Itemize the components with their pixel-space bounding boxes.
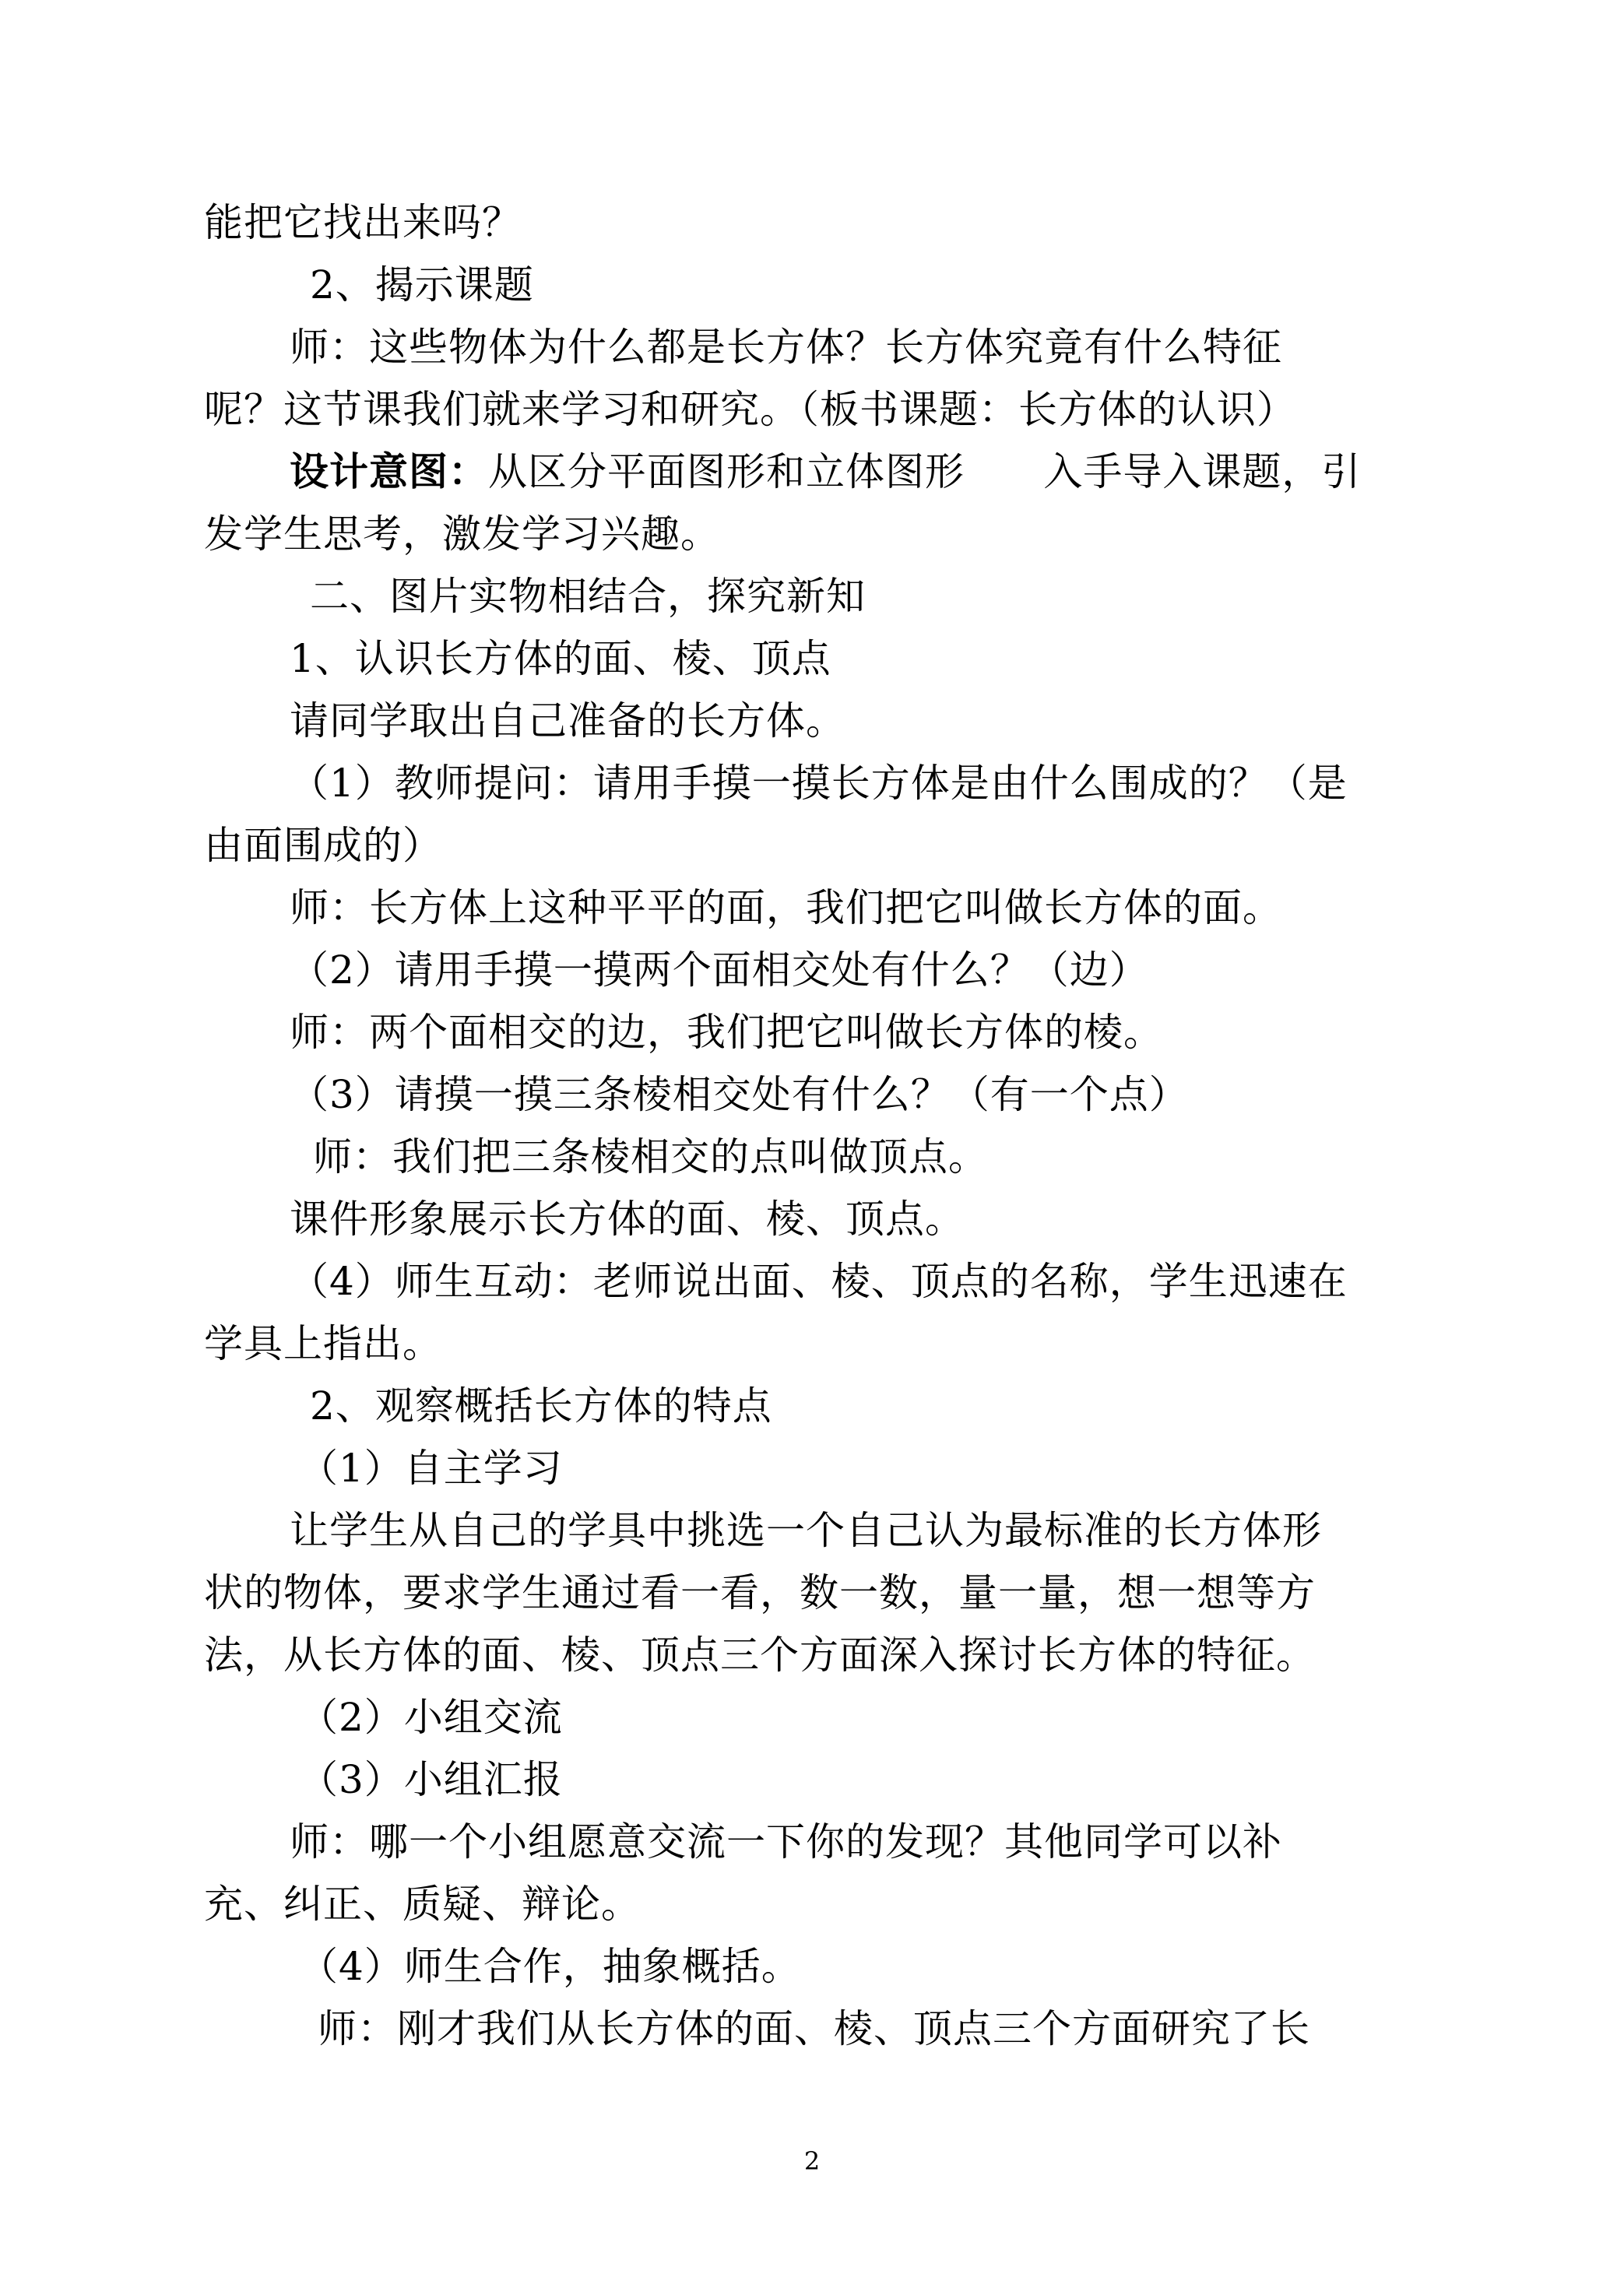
text-line: （4）师生互动：老师说出面、棱、顶点的名称，学生迅速在	[290, 1259, 1348, 1304]
text-line: 学具上指出。	[204, 1321, 442, 1366]
text-line: 课件形象展示长方体的面、棱、顶点。	[290, 1197, 965, 1242]
subsection-heading: 1、认识长方体的面、棱、顶点	[290, 636, 831, 681]
text-line: 请同学取出自己准备的长方体。	[290, 698, 845, 743]
text-line: 师：这些物体为什么都是长方体？长方体究竟有什么特征	[290, 325, 1282, 370]
text-line: （3）小组汇报	[299, 1757, 563, 1802]
design-intent-text: 从区分平面图形和立体图形 入手导入课题，引	[488, 449, 1362, 494]
text-line: 师：两个面相交的边，我们把它叫做长方体的棱。	[290, 1010, 1163, 1055]
text-line: 充、纠正、质疑、辩论。	[204, 1882, 641, 1927]
subsection-heading: 2、观察概括长方体的特点	[310, 1383, 772, 1429]
text-line: 法，从长方体的面、棱、顶点三个方面深入探讨长方体的特征。	[204, 1633, 1316, 1678]
design-intent-paragraph	[290, 444, 1361, 500]
text-line: 发学生思考，激发学习兴趣。	[204, 511, 720, 557]
text-line: 能把它找出来吗？	[204, 200, 522, 245]
text-line: 师：刚才我们从长方体的面、棱、顶点三个方面研究了长	[318, 2006, 1310, 2051]
text-line: （1）教师提问：请用手摸一摸长方体是由什么围成的？（是	[290, 761, 1348, 806]
text-line: （4）师生合作，抽象概括。	[299, 1944, 801, 1989]
text-line: 让学生从自己的学具中挑选一个自己认为最标准的长方体形	[290, 1508, 1322, 1553]
section-heading: 二、图片实物相结合，探究新知	[310, 574, 866, 619]
text-line: 师：我们把三条棱相交的点叫做顶点。	[313, 1134, 988, 1179]
text-line: （1）自主学习	[299, 1446, 563, 1491]
text-line: （2）请用手摸一摸两个面相交处有什么？（边）	[290, 947, 1149, 993]
text-line: 呢？这节课我们就来学习和研究。（板书课题：长方体的认识）	[204, 387, 1296, 432]
text-line: 状的物体，要求学生通过看一看，数一数，量一量，想一想等方	[204, 1570, 1316, 1615]
text-line: 师：哪一个小组愿意交流一下你的发现？其他同学可以补	[290, 1819, 1282, 1864]
design-intent-label: 设计意图：	[290, 448, 488, 494]
text-line: 由面围成的）	[204, 823, 442, 868]
text-line: （2）小组交流	[299, 1695, 563, 1740]
text-line: 师：长方体上这种平平的面，我们把它叫做长方体的面。	[290, 885, 1282, 930]
page-number: 2	[803, 2146, 821, 2176]
text-line: （3）请摸一摸三条棱相交处有什么？（有一个点）	[290, 1072, 1189, 1117]
text-line: 2、揭示课题	[310, 262, 534, 308]
